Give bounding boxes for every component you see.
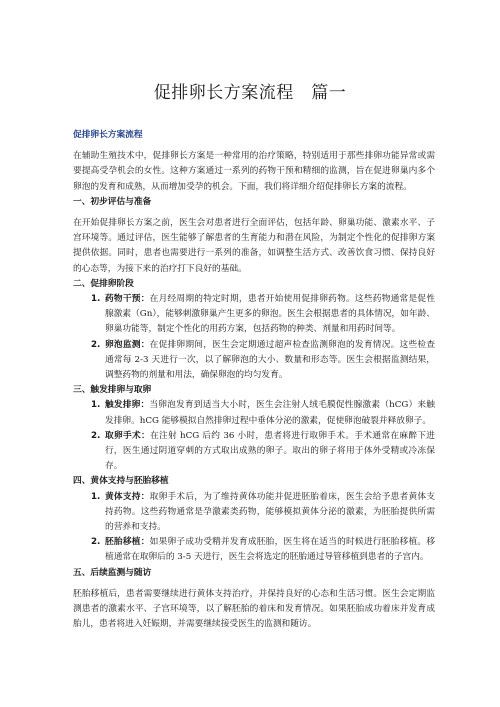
- section-paragraph-1: 在开始促排卵长方案之前，医生会对患者进行全面评估，包括年龄、卵巢功能、激素水平、子宫环境等。通过评估，医生能够了解患者的生育能力和潜在风险，为制定个性化的促排卵方案提供依据。同时，患者也需要进行一系列的准备，如调整生活方式、改善饮食习惯、保持良好的心态等，为接下来的治疗打下良好的基础。: [73, 218, 435, 274]
- list-item: 2. 取卵手术：在注射 hCG 后约 36 小时，患者将进行取卵手术。手术通常在麻醉下进行，医生通过阴道穿刺的方式取出成熟的卵子。取出的卵子将用于体外受精或冷冻保存。: [91, 430, 435, 472]
- section-heading-3: 三、触发排卵与取卵: [73, 385, 152, 396]
- list-item: 2. 胚胎移植：如果卵子成功受精并发育成胚胎，医生将在适当的时候进行胚胎移植。移植通常在取卵后的 3-5 天进行，医生会将选定的胚胎通过导管移植到患者的子宫内。: [91, 537, 436, 563]
- list-item: 1. 药物干预：在月经周期的特定时期，患者开始使用促排卵药物。这些药物通常是促性腺激素（Gn），能够刺激卵巢产生更多的卵泡。医生会根据患者的具体情况，如年龄、卵巢功能等，制定个性化的用药方案，包括药物的种类、剂量和用药时间等。: [91, 294, 436, 335]
- list-item: 1. 触发排卵：当卵泡发育到适当大小时，医生会注射人绒毛膜促性腺激素（hCG）来触发排卵。hCG 能够模拟自然排卵过程中垂体分泌的激素，促使卵泡破裂并释放卵子。: [91, 400, 435, 426]
- document-body: [73, 128, 435, 633]
- section-heading-4: 四、黄体支持与胚胎移植: [73, 476, 169, 487]
- document-subtitle: 促排卵长方案流程: [73, 130, 143, 140]
- document-title: 促排卵长方案流程 篇一: [153, 83, 347, 103]
- intro-paragraph: 在辅助生殖技术中，促排卵长方案是一种常用的治疗策略，特别适用于那些排卵功能异常或需要提高受孕机会的女性。这种方案通过一系列的药物干预和精细的监测，旨在促进卵巢内多个卵泡的发育和成熟，从而增加受孕的机会。下面，我们将详细介绍促排卵长方案的流程。: [73, 151, 435, 192]
- list-item: 1. 黄体支持：取卵手术后，为了维持黄体功能并促进胚胎着床，医生会给予患者黄体支持药物。这些药物通常是孕激素类药物，能够模拟黄体分泌的激素，为胚胎提供所需的营养和支持。: [91, 491, 436, 533]
- list-item: 2. 卵泡监测：在促排卵期间，医生会定期通过超声检查监测卵泡的发育情况。这些检查通常每 2-3 天进行一次，以了解卵泡的大小、数量和形态等。医生会根据监测结果，调整药物的剂量和用法，确保卵泡的均匀发育。: [91, 339, 436, 381]
- section-heading-2: 二、促排卵阶段: [73, 278, 134, 289]
- section-paragraph-5: 胚胎移植后，患者需要继续进行黄体支持治疗，并保持良好的心态和生活习惯。医生会定期监测患者的激素水平、子宫环境等，以了解胚胎的着床和发育情况。如果胚胎成功着床并发育成胎儿，患者将进入妊娠期，并需要继续接受医生的监测和随访。: [73, 588, 435, 630]
- section-heading-1: 一、初步评估与准备: [73, 196, 152, 207]
- section-heading-5: 五、后续监测与随访: [73, 567, 152, 578]
